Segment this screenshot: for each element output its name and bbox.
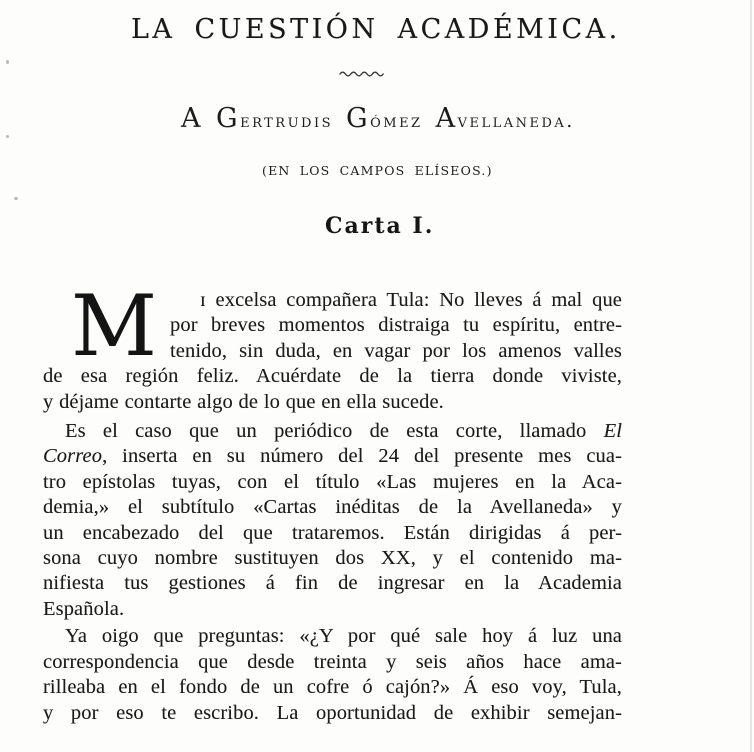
- text-line: demia,» el subtítulo «Cartas inéditas de la Avellaneda» y: [43, 496, 622, 519]
- text-line: Española.: [43, 597, 125, 620]
- text-line: un encabezado del que trataremos. Están dirigidas á per-: [43, 521, 622, 544]
- scan-speck: [6, 60, 9, 64]
- scan-speck: [14, 197, 18, 200]
- paragraph-2: [43, 419, 622, 622]
- text-line: tenido, sin duda, en vagar por los amenos valles: [170, 339, 622, 362]
- text-line: Ya oigo que preguntas: «¿Y por qué sale hoy á luz una: [65, 625, 622, 648]
- scan-edge-artifact: [750, 0, 752, 752]
- page-title: LA CUESTIÓN ACADÉMICA.: [131, 14, 621, 45]
- text-line: y déjame contarte algo de lo que en ella sucede.: [43, 390, 444, 413]
- dedication-word: Avellaneda.: [435, 103, 575, 134]
- chapter-heading: Carta I.: [325, 213, 435, 239]
- text-line: [43, 419, 622, 444]
- dedication-word: Gertrudis: [216, 103, 334, 134]
- text-line: rilleaba en el fondo de un cofre ó cajón?» Á eso voy, Tula,: [43, 676, 622, 699]
- text-segment-italic: El: [603, 420, 622, 443]
- text-line: de esa región feliz. Acuérdate de la tierra donde viviste,: [43, 365, 622, 388]
- text-line: ɪ excelsa compañera Tula: No lleves á mal que: [200, 289, 622, 311]
- drop-cap: M: [71, 277, 158, 375]
- text-line: por breves momentos distraiga tu espíritu, entre-: [170, 314, 622, 337]
- squiggle-divider-icon: [339, 66, 384, 76]
- paragraph-3: [43, 624, 622, 726]
- text-line: [43, 444, 622, 469]
- paragraph-1: [43, 277, 622, 415]
- text-line: y por eso te escribo. La oportunidad de exhibir semejan-: [43, 701, 622, 724]
- text-line: correspondencia que desde treinta y seis años hace ama-: [43, 650, 622, 673]
- dedication-word: A: [181, 103, 203, 134]
- body-text: [43, 277, 622, 726]
- dedication-line: [181, 103, 575, 134]
- text-segment-italic: Correo: [43, 445, 103, 468]
- text-line: nifiesta tus gestiones á fin de ingresar en la Academia: [43, 572, 622, 595]
- text-segment: , inserta en su número del 24 del presente mes cua-: [102, 445, 622, 468]
- text-segment: Es el caso que un periódico de esta corte, llamado: [65, 420, 604, 443]
- text-line: sona cuyo nombre sustituyen dos XX, y el contenido ma-: [43, 547, 622, 570]
- dedication-word: Gómez: [346, 103, 423, 134]
- location-note: (EN LOS CAMPOS ELÍSEOS.): [262, 163, 493, 178]
- scan-speck: [6, 135, 9, 138]
- text-line: tro epístolas tuyas, con el título «Las mujeres en la Aca-: [43, 470, 622, 493]
